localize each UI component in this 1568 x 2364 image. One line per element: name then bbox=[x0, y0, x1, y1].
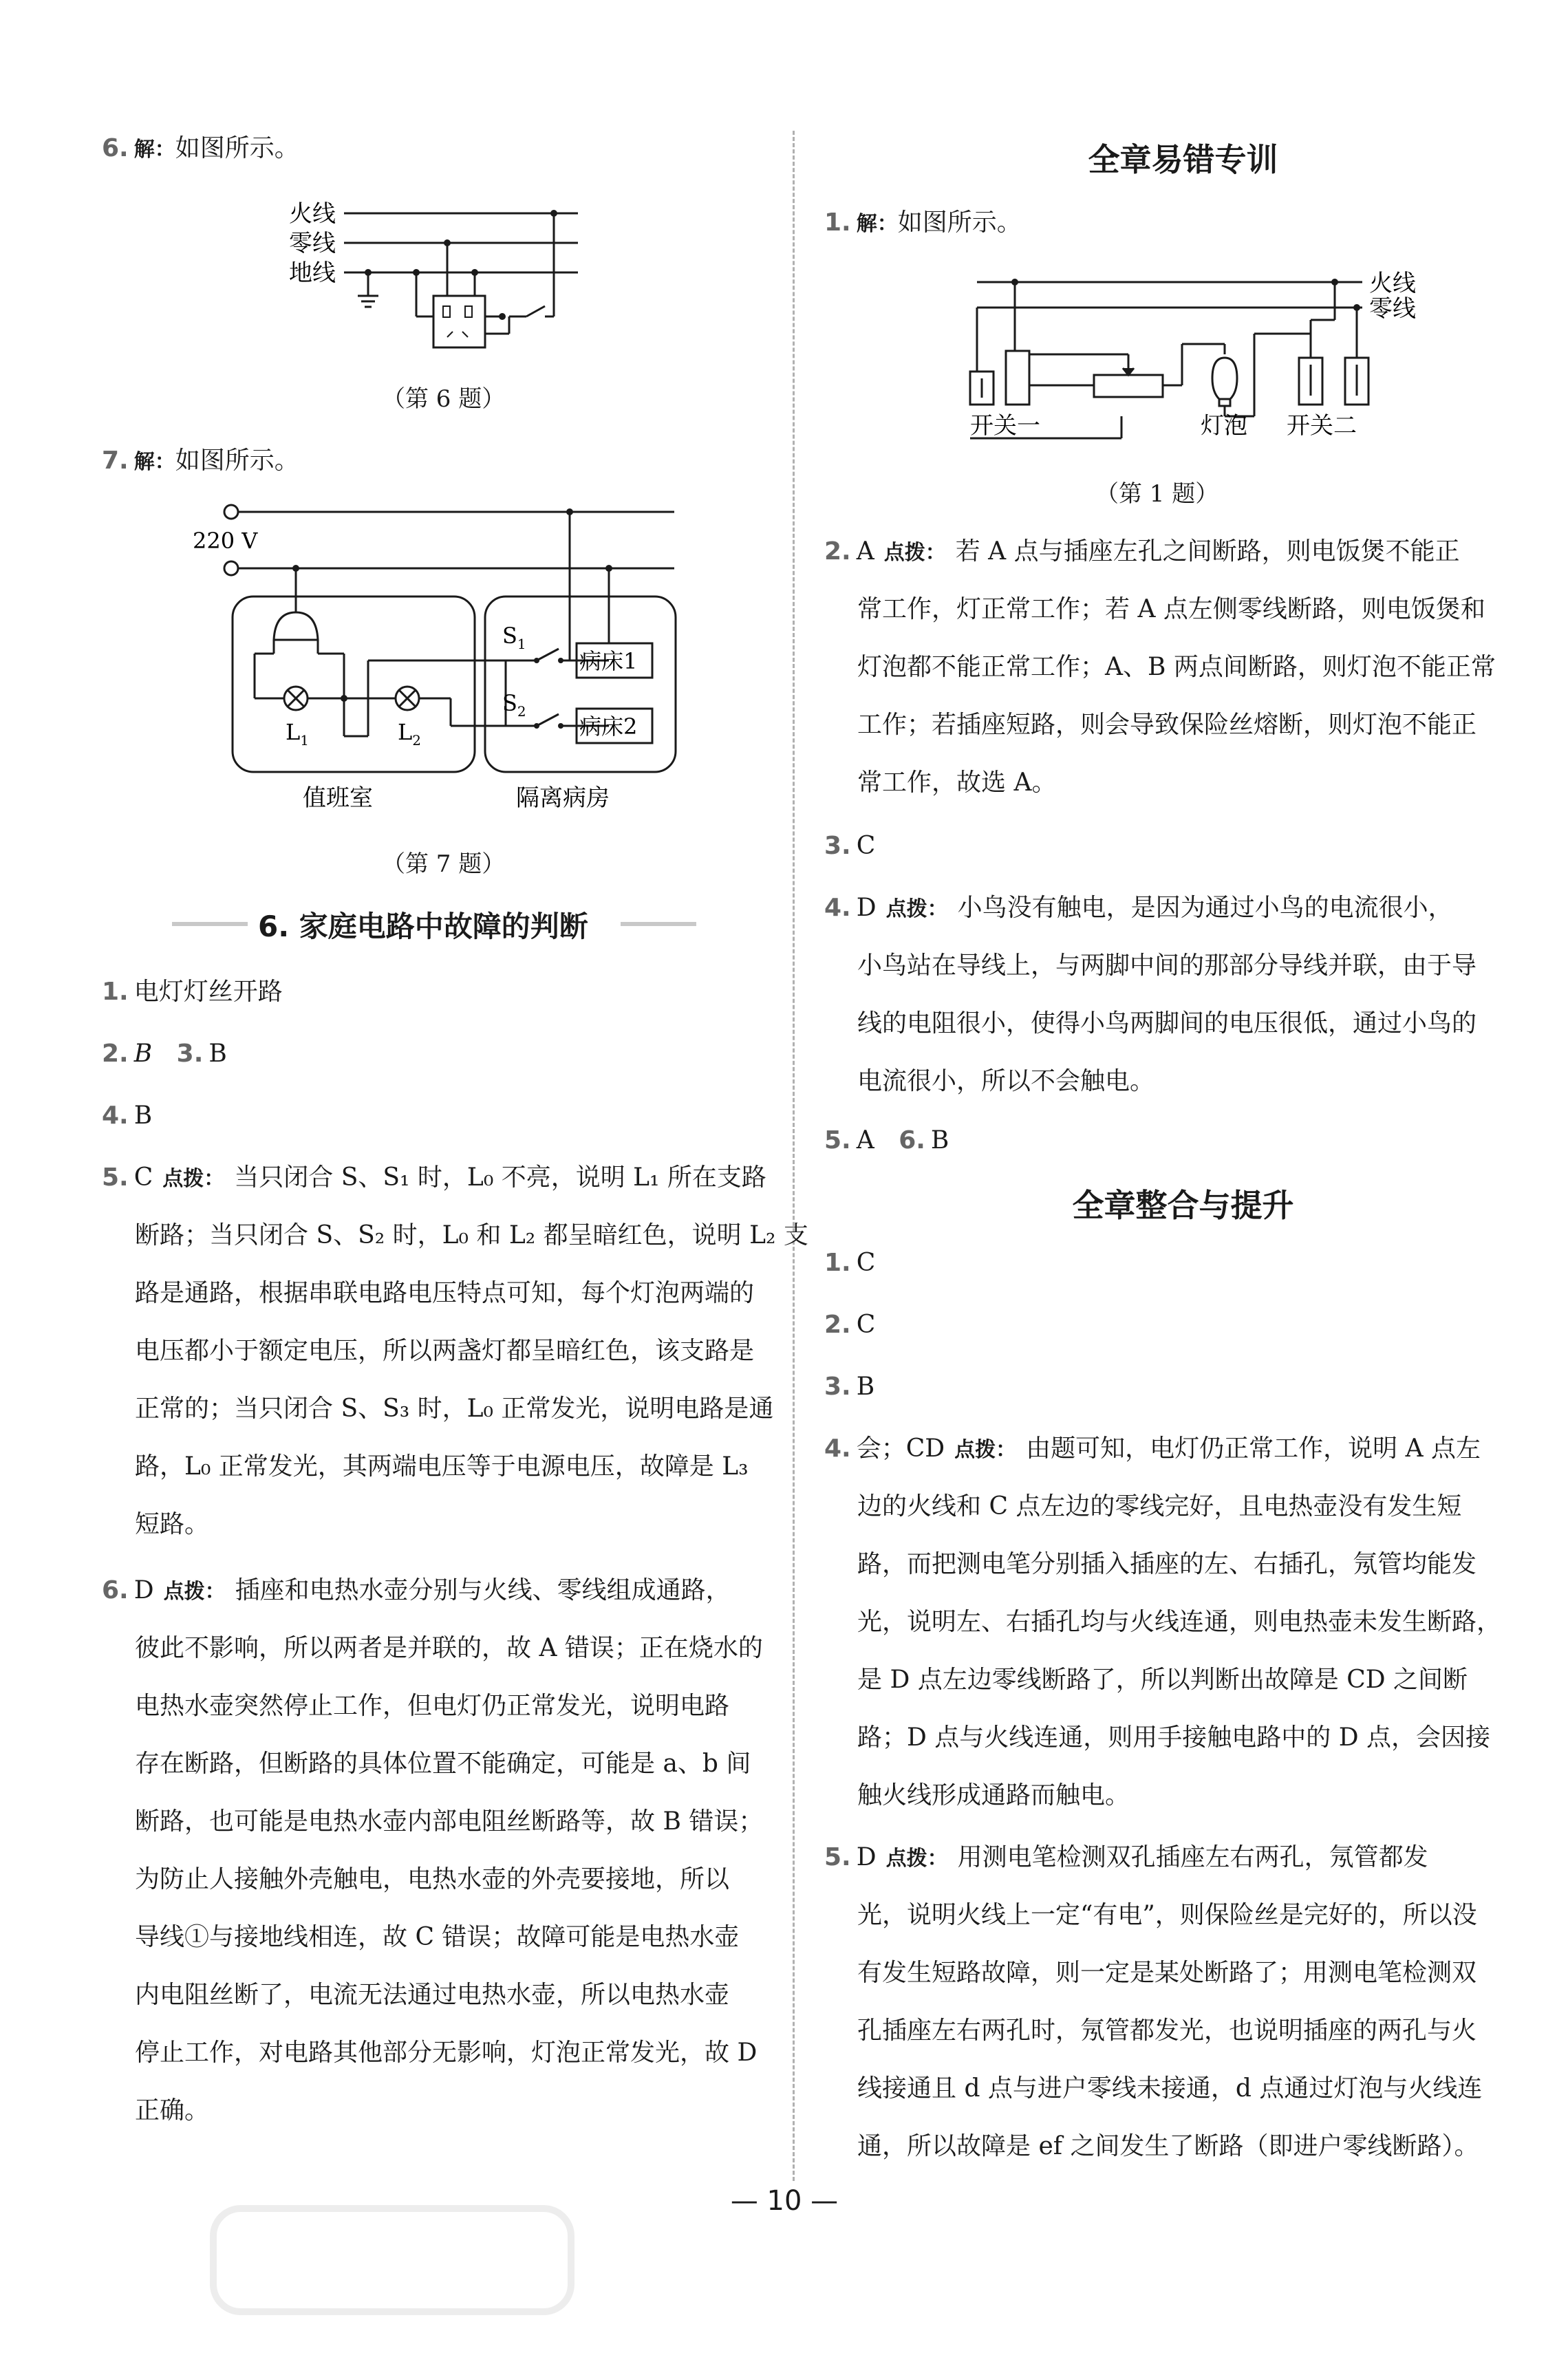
r-a3-text: C bbox=[856, 832, 876, 860]
a5-line-0 bbox=[102, 1161, 766, 1196]
r-b5-line-3: 孔插座左右两孔时，氖管都发光，也说明插座的两孔与火 bbox=[857, 2017, 1477, 2045]
r-b1-text: C bbox=[856, 1249, 876, 1277]
a6-hint-label: 点拨： bbox=[163, 1580, 226, 1604]
a6-answer: D bbox=[133, 1576, 154, 1604]
a1-text: 电灯灯丝开路 bbox=[133, 978, 283, 1006]
r-a4-text: 小鸟没有触电，是因为通过小鸟的电流很小， bbox=[957, 894, 1453, 922]
r-a2-number: 2. bbox=[824, 537, 851, 566]
r-b4-line-1: 边的火线和 C 点左边的零线完好，且电热壶没有发生短 bbox=[857, 1492, 1462, 1521]
r-a5-text: A bbox=[856, 1126, 874, 1154]
r-answer-3 bbox=[824, 830, 875, 863]
fig7-s1-label: $S_1$ bbox=[502, 623, 526, 652]
r-b5-answer: D bbox=[856, 1843, 877, 1871]
a6-line-9: 正确。 bbox=[135, 2096, 210, 2125]
r-a6-text: B bbox=[930, 1126, 949, 1154]
q6-number: 6. bbox=[102, 134, 129, 162]
fig1-bulb-label: 灯泡 bbox=[1201, 412, 1247, 440]
q6-text: 如图所示。 bbox=[175, 134, 299, 162]
fig7-duty-room-label: 值班室 bbox=[303, 784, 373, 812]
r-b4-number: 4. bbox=[824, 1434, 851, 1463]
r-a4-hint-label: 点拨： bbox=[885, 897, 948, 921]
a3-text: B bbox=[208, 1040, 227, 1068]
a5-line-6: 短路。 bbox=[135, 1510, 210, 1538]
a5-line-4: 正常的；当只闭合 S、S₃ 时，L₀ 正常发光，说明电路是通 bbox=[135, 1395, 774, 1423]
fig1-caption: （第 1 题） bbox=[1095, 480, 1219, 508]
r-b2-text: C bbox=[856, 1311, 876, 1339]
r-b5-line-4: 线接通且 d 点与进户零线未接通，d 点通过灯泡与火线连 bbox=[857, 2074, 1483, 2103]
a1-number: 1. bbox=[102, 978, 129, 1006]
fig7-l1-label: $L_1$ bbox=[286, 719, 309, 749]
a4-text: B bbox=[133, 1102, 153, 1130]
a5-hint-label: 点拨： bbox=[162, 1167, 225, 1191]
r-b5-hint-label: 点拨： bbox=[885, 1847, 948, 1871]
figure-7-circuit bbox=[179, 499, 688, 822]
r-b5-text: 用测电笔检测双孔插座左右两孔，氖管都发 bbox=[957, 1843, 1428, 1871]
a6-line-5: 为防止人接触外壳触电，电热水壶的外壳要接地，所以 bbox=[135, 1865, 730, 1893]
r-b3-text: B bbox=[856, 1373, 875, 1401]
r-b2-number: 2. bbox=[824, 1311, 851, 1339]
r-b4-line-0 bbox=[824, 1432, 1481, 1467]
r-b4-line-2: 路，而把测电笔分别插入插座的左、右插孔，氖管均能发 bbox=[857, 1550, 1477, 1578]
fig7-l2-label: $L_2$ bbox=[398, 719, 421, 749]
r-a2-answer: A bbox=[856, 537, 874, 566]
a6-line-4: 断路，也可能是电热水壶内部电阻丝断路等，故 B 错误； bbox=[135, 1807, 764, 1836]
figure-1-circuit bbox=[963, 258, 1445, 447]
r-a2-text: 若 A 点与插座左孔之间断路，则电饭煲不能正 bbox=[955, 537, 1460, 566]
r-b5-line-5: 通，所以故障是 ef 之间发生了断路（即进户零线断路）。 bbox=[857, 2132, 1479, 2160]
r-a3-number: 3. bbox=[824, 832, 851, 860]
fig1-switch1-label: 开关一 bbox=[970, 412, 1040, 440]
section-rule-right bbox=[621, 921, 696, 927]
r-b4-text: 由题可知，电灯仍正常工作，说明 A 点左 bbox=[1026, 1434, 1481, 1463]
r-a6-number: 6. bbox=[899, 1126, 925, 1154]
a2-text: B bbox=[133, 1040, 153, 1068]
r-b2 bbox=[824, 1309, 875, 1342]
a5-number: 5. bbox=[102, 1163, 129, 1192]
a6-line-2: 电热水壶突然停止工作，但电灯仍正常发光，说明电路 bbox=[135, 1692, 730, 1720]
a5-line-5: 路，L₀ 正常发光，其两端电压等于电源电压，故障是 L₃ bbox=[135, 1452, 749, 1481]
r-a4-answer: D bbox=[856, 894, 877, 922]
section-title: 6. 家庭电路中故障的判断 bbox=[258, 910, 588, 943]
a6-line-0 bbox=[102, 1574, 731, 1609]
r-a5-number: 5. bbox=[824, 1126, 851, 1154]
r-b3-number: 3. bbox=[824, 1373, 851, 1401]
a5-line-2: 路是通路，根据串联电路电压特点可知，每个灯泡两端的 bbox=[135, 1279, 755, 1307]
r-a4-line-2: 线的电阻很小，使得小鸟两脚间的电压很低，通过小鸟的 bbox=[857, 1009, 1477, 1038]
a6-text: 插座和电热水壶分别与火线、零线组成通路， bbox=[235, 1576, 731, 1604]
q7-text: 如图所示。 bbox=[175, 447, 299, 475]
r-answer-5-6 bbox=[824, 1124, 949, 1157]
figure-6-circuit bbox=[275, 193, 592, 365]
r-b5-line-1: 光，说明火线上一定“有电”，则保险丝是完好的，所以没 bbox=[857, 1901, 1477, 1929]
r-a4-number: 4. bbox=[824, 894, 851, 922]
q6-answer-header bbox=[102, 132, 299, 166]
answer-1 bbox=[102, 976, 283, 1009]
a3-number: 3. bbox=[176, 1040, 204, 1068]
r-b4-hint-label: 点拨： bbox=[954, 1438, 1017, 1462]
r-a2-line-0 bbox=[824, 535, 1460, 570]
r-b4-line-6: 触火线形成通路而触电。 bbox=[857, 1781, 1130, 1809]
a6-line-7: 内电阻丝断了，电流无法通过电热水壶，所以电热水壶 bbox=[135, 1981, 730, 2009]
r-a2-line-4: 常工作，故选 A。 bbox=[857, 769, 1057, 797]
r-b4-line-3: 光，说明左、右插孔均与火线连通，则电热壶未发生断路， bbox=[857, 1608, 1502, 1636]
fig7-bed1-label: 病床1 bbox=[579, 648, 638, 674]
fig7-ward-label: 隔离病房 bbox=[516, 784, 610, 812]
a2-number: 2. bbox=[102, 1040, 129, 1068]
answer-4 bbox=[102, 1099, 152, 1132]
r-q1-text: 如图所示。 bbox=[897, 208, 1022, 237]
column-divider bbox=[793, 131, 795, 2181]
r-q1-answer-header bbox=[824, 206, 1022, 241]
r-b5-line-2: 有发生短路故障，则一定是某处断路了；用测电笔检测双 bbox=[857, 1959, 1477, 1987]
r-a2-line-3: 工作；若插座短路，则会导致保险丝熔断，则灯泡不能正 bbox=[857, 711, 1477, 739]
fig1-neutral-label: 零线 bbox=[1369, 295, 1416, 323]
a5-answer: C bbox=[133, 1163, 153, 1192]
r-b1 bbox=[824, 1247, 875, 1280]
fig6-caption: （第 6 题） bbox=[382, 385, 506, 413]
r-a2-hint-label: 点拨： bbox=[883, 541, 946, 565]
fig1-live-label: 火线 bbox=[1369, 270, 1416, 297]
r-q1-number: 1. bbox=[824, 208, 851, 237]
q7-number: 7. bbox=[102, 447, 129, 475]
fig7-voltage-label: 220 V bbox=[193, 528, 258, 554]
a5-line-3: 电压都小于额定电压，所以两盏灯都呈暗红色，该支路是 bbox=[135, 1337, 755, 1365]
q6-label: 解： bbox=[133, 138, 175, 162]
fig1-switch2-label: 开关二 bbox=[1287, 412, 1357, 440]
a6-line-1: 彼此不影响，所以两者是并联的，故 A 错误；正在烧水的 bbox=[135, 1634, 763, 1662]
r-a2-line-2: 灯泡都不能正常工作；A、B 两点间断路，则灯泡不能正常 bbox=[857, 653, 1496, 681]
r-a4-line-3: 电流很小，所以不会触电。 bbox=[857, 1067, 1155, 1095]
fig7-caption: （第 7 题） bbox=[382, 850, 506, 878]
r-a4-line-0 bbox=[824, 892, 1453, 926]
heading-chapter-errors: 全章易错专训 bbox=[1088, 141, 1278, 178]
r-q1-label: 解： bbox=[856, 212, 898, 236]
a5-text: 当只闭合 S、S₁ 时，L₀ 不亮，说明 L₁ 所在支路 bbox=[234, 1163, 766, 1192]
fig7-s2-label: $S_2$ bbox=[502, 690, 526, 720]
r-b4-answer: 会；CD bbox=[856, 1434, 945, 1463]
a6-line-6: 导线①与接地线相连，故 C 错误；故障可能是电热水壶 bbox=[135, 1923, 740, 1951]
r-b4-line-5: 路；D 点与火线连通，则用手接触电路中的 D 点，会因接 bbox=[857, 1723, 1491, 1752]
r-b5-line-0 bbox=[824, 1841, 1428, 1876]
a6-number: 6. bbox=[102, 1576, 129, 1604]
a5-line-1: 断路；当只闭合 S、S₂ 时，L₀ 和 L₂ 都呈暗红色，说明 L₂ 支 bbox=[135, 1221, 808, 1249]
r-b5-number: 5. bbox=[824, 1843, 851, 1871]
fig6-live-label: 火线 bbox=[289, 200, 336, 228]
heading-chapter-integration: 全章整合与提升 bbox=[1072, 1187, 1294, 1224]
q7-answer-header bbox=[102, 444, 299, 479]
r-b3 bbox=[824, 1371, 874, 1404]
r-a2-line-1: 常工作，灯正常工作；若 A 点左侧零线断路，则电饭煲和 bbox=[857, 595, 1485, 623]
page-number: — 10 — bbox=[730, 2185, 839, 2217]
a4-number: 4. bbox=[102, 1102, 129, 1130]
q7-label: 解： bbox=[133, 450, 175, 474]
watermark-graphic bbox=[206, 2195, 592, 2332]
section-rule-left bbox=[172, 921, 248, 927]
r-b1-number: 1. bbox=[824, 1249, 851, 1277]
a6-line-3: 存在断路，但断路的具体位置不能确定，可能是 a、b 间 bbox=[135, 1750, 751, 1778]
fig7-bed2-label: 病床2 bbox=[579, 713, 638, 740]
r-a4-line-1: 小鸟站在导线上，与两脚中间的那部分导线并联，由于导 bbox=[857, 952, 1477, 980]
answer-2-3 bbox=[102, 1038, 227, 1071]
r-b4-line-4: 是 D 点左边零线断路了，所以判断出故障是 CD 之间断 bbox=[857, 1666, 1468, 1694]
a6-line-8: 停止工作，对电路其他部分无影响，灯泡正常发光，故 D bbox=[135, 2039, 758, 2067]
fig6-neutral-label: 零线 bbox=[289, 230, 336, 257]
fig6-ground-label: 地线 bbox=[289, 259, 336, 287]
